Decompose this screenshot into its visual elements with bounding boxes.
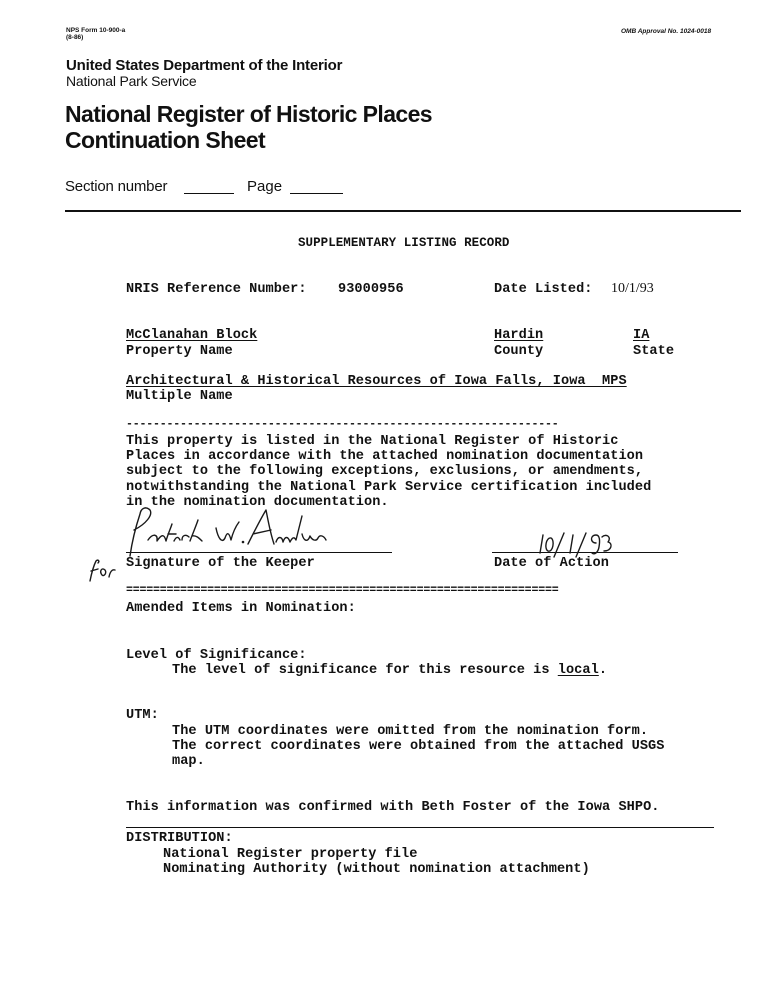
significance-heading: Level of Significance: — [126, 648, 307, 663]
statement-line-5: in the nomination documentation. — [126, 495, 389, 510]
county-label: County — [494, 344, 544, 359]
page-label: Page — [247, 178, 283, 195]
statement-line-4: notwithstanding the National Park Service certification included — [126, 480, 652, 495]
significance-level-value: local — [557, 663, 599, 678]
equals-rule: ================================================================ — [126, 584, 559, 597]
omb-approval: OMB Approval No. 1024-0018 — [621, 28, 712, 35]
keeper-signature — [126, 500, 336, 558]
header-divider — [65, 210, 741, 212]
confirmation-text: This information was confirmed with Beth Foster of the Iowa SHPO. — [126, 800, 660, 815]
utm-line-3: map. — [172, 754, 205, 769]
state-label: State — [633, 344, 675, 359]
statement-line-3: subject to the following exceptions, exclusions, or amendments, — [126, 464, 644, 479]
distribution-rule — [126, 827, 714, 828]
form-number: NPS Form 10-900-a — [66, 27, 126, 34]
page-subtitle: Continuation Sheet — [65, 127, 266, 153]
department-name: United States Department of the Interior — [66, 57, 343, 74]
significance-text: The level of significance for this resource is local. — [172, 663, 608, 678]
action-date-handwritten — [534, 529, 614, 559]
distribution-item: National Register property file — [163, 847, 418, 862]
distribution-heading: DISTRIBUTION: — [126, 831, 233, 846]
property-name-value: McClanahan Block — [126, 328, 258, 343]
initials-handwritten — [86, 557, 118, 585]
signature-label: Signature of the Keeper — [126, 556, 315, 571]
record-heading: SUPPLEMENTARY LISTING RECORD — [298, 236, 510, 250]
nris-label: NRIS Reference Number: — [126, 282, 307, 297]
statement-line-2: Places in accordance with the attached nomination documentation — [126, 449, 644, 464]
section-number-label: Section number — [65, 178, 168, 195]
utm-line-1: The UTM coordinates were omitted from the nomination form. — [172, 724, 649, 739]
county-value: Hardin — [494, 328, 544, 343]
section-number-field-line — [184, 193, 234, 194]
dash-rule: ---------------------------------------------------------------- — [126, 418, 559, 431]
page-title: National Register of Historic Places — [65, 101, 432, 127]
utm-heading: UTM: — [126, 708, 159, 723]
nris-value: 93000956 — [338, 282, 404, 297]
utm-line-2: The correct coordinates were obtained from the attached USGS — [172, 739, 665, 754]
multiple-name-label: Multiple Name — [126, 389, 233, 404]
amended-items-heading: Amended Items in Nomination: — [126, 601, 356, 616]
multiple-name-value: Architectural & Historical Resources of Iowa Falls, Iowa MPS — [126, 374, 627, 389]
property-name-label: Property Name — [126, 344, 233, 359]
date-listed-value: 10/1/93 — [611, 281, 654, 296]
page-field-line — [290, 193, 343, 194]
service-name: National Park Service — [66, 73, 197, 89]
state-value: IA — [633, 328, 650, 343]
distribution-item: Nominating Authority (without nomination attachment) — [163, 862, 590, 877]
form-revision: (8-86) — [66, 34, 84, 41]
statement-line-1: This property is listed in the National Register of Historic — [126, 434, 619, 449]
date-listed-label: Date Listed: — [494, 282, 593, 297]
action-date-label: Date of Action — [494, 556, 609, 571]
